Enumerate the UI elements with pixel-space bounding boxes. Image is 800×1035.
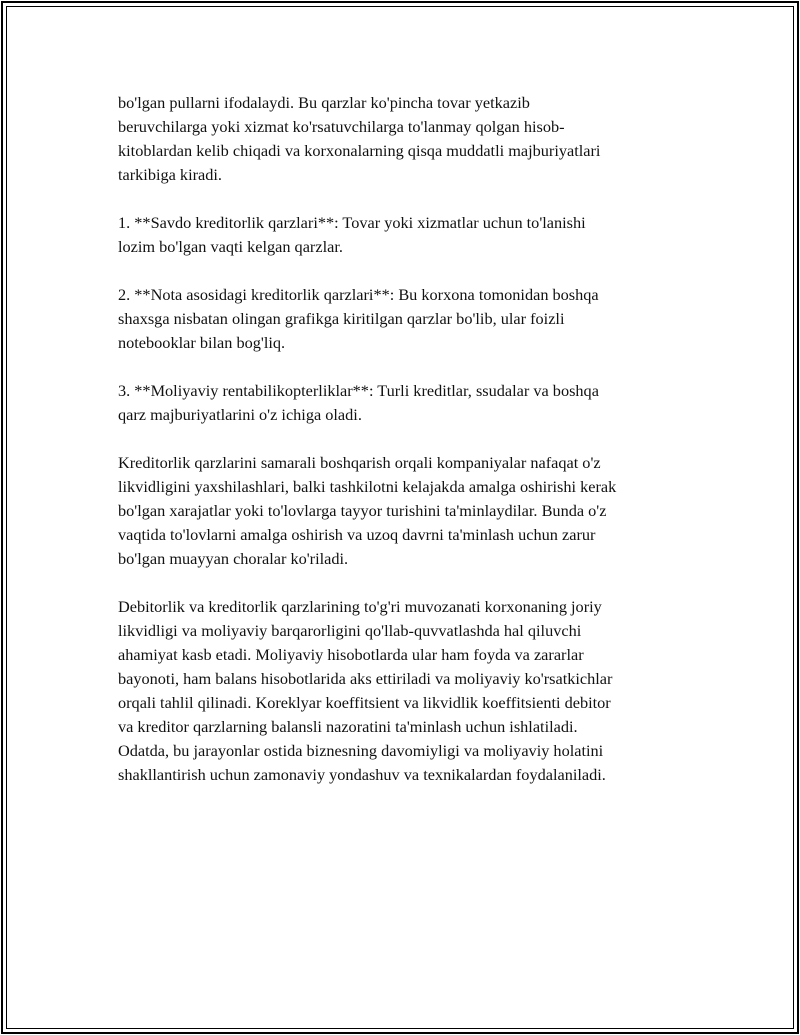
document-body bbox=[118, 91, 688, 811]
text-line: 2. **Nota asosidagi kreditorlik qarzlari**: Bu korxona tomonidan boshqa bbox=[118, 285, 599, 304]
list-item-1 bbox=[118, 211, 688, 259]
text-line: likvidligi va moliyaviy barqarorligini qo'llab-quvvatlashda hal qiluvchi bbox=[118, 621, 582, 640]
text-line: orqali tahlil qilinadi. Koreklyar koeffitsient va likvidlik koeffitsienti debitor bbox=[118, 693, 611, 712]
text-line: Debitorlik va kreditorlik qarzlarining to'g'ri muvozanati korxonaning joriy bbox=[118, 597, 602, 616]
list-item-2 bbox=[118, 283, 688, 355]
text-line: bo'lgan xarajatlar yoki to'lovlarga tayyor turishini ta'minlaydilar. Bunda o'z bbox=[118, 501, 607, 520]
text-line: vaqtida to'lovlarni amalga oshirish va uzoq davrni ta'minlash uchun zarur bbox=[118, 525, 596, 544]
text-line: bo'lgan pullarni ifodalaydi. Bu qarzlar ko'pincha tovar yetkazib bbox=[118, 93, 530, 112]
text-line: ahamiyat kasb etadi. Moliyaviy hisobotlarda ular ham foyda va zararlar bbox=[118, 645, 584, 664]
text-line: va kreditor qarzlarning balansli nazoratini ta'minlash uchun ishlatiladi. bbox=[118, 717, 578, 736]
text-line: kitoblardan kelib chiqadi va korxonalarning qisqa muddatli majburiyatlari bbox=[118, 141, 601, 160]
text-line: bayonoti, ham balans hisobotlarida aks ettiriladi va moliyaviy ko'rsatkichlar bbox=[118, 669, 613, 688]
text-line: bo'lgan muayyan choralar ko'riladi. bbox=[118, 549, 349, 568]
text-line: notebooklar bilan bog'liq. bbox=[118, 333, 286, 352]
paragraph-intro-continuation bbox=[118, 91, 688, 187]
paragraph-management bbox=[118, 451, 688, 571]
list-item-3 bbox=[118, 379, 688, 427]
text-line: Odatda, bu jarayonlar ostida biznesning davomiyligi va moliyaviy holatini bbox=[118, 741, 604, 760]
text-line: 1. **Savdo kreditorlik qarzlari**: Tovar yoki xizmatlar uchun to'lanishi bbox=[118, 213, 586, 232]
paragraph-balance bbox=[118, 595, 688, 787]
text-line: shaxsga nisbatan olingan grafikga kiritilgan qarzlar bo'lib, ular foizli bbox=[118, 309, 565, 328]
text-line: 3. **Moliyaviy rentabilikopterliklar**: Turli kreditlar, ssudalar va boshqa bbox=[118, 381, 599, 400]
text-line: likvidligini yaxshilashlari, balki tashkilotni kelajakda amalga oshirishi kerak bbox=[118, 477, 617, 496]
text-line: lozim bo'lgan vaqti kelgan qarzlar. bbox=[118, 237, 343, 256]
text-line: shakllantirish uchun zamonaviy yondashuv va texnikalardan foydalaniladi. bbox=[118, 765, 606, 784]
text-line: beruvchilarga yoki xizmat ko'rsatuvchilarga to'lanmay qolgan hisob- bbox=[118, 117, 565, 136]
text-line: qarz majburiyatlarini o'z ichiga oladi. bbox=[118, 405, 362, 424]
text-line: tarkibiga kiradi. bbox=[118, 165, 222, 184]
text-line: Kreditorlik qarzlarini samarali boshqarish orqali kompaniyalar nafaqat o'z bbox=[118, 453, 601, 472]
